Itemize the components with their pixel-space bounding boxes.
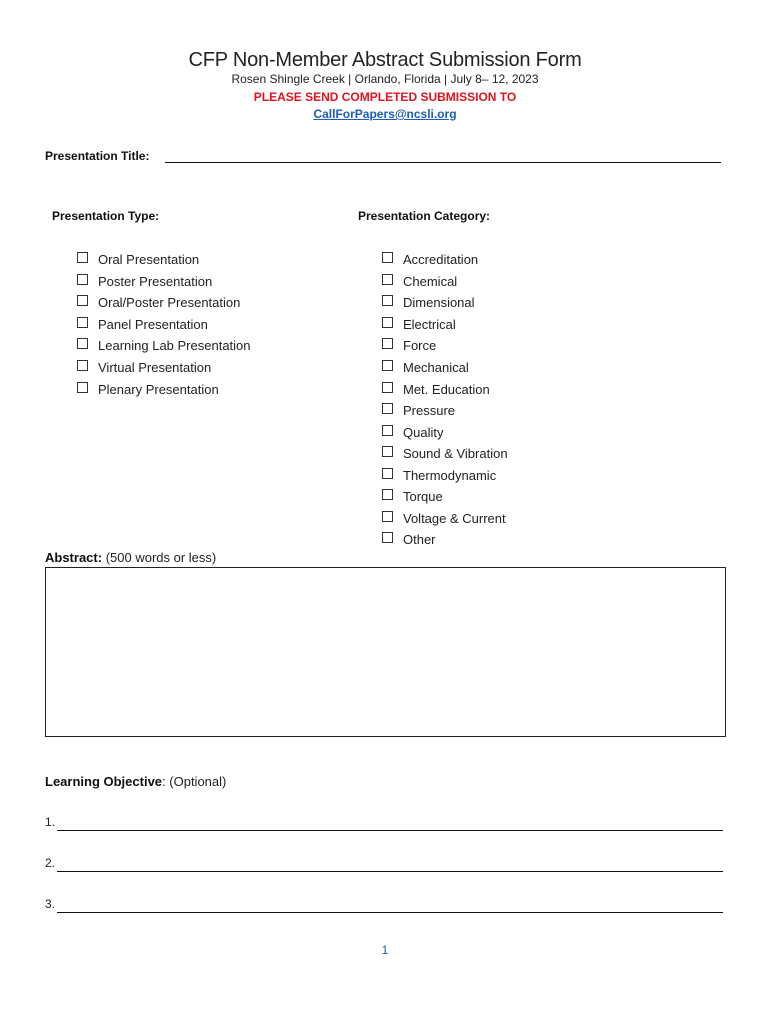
presentation-category-heading: Presentation Category: <box>358 209 491 223</box>
checkbox-label: Accreditation <box>403 252 479 268</box>
checkbox[interactable] <box>382 295 393 306</box>
form-title: CFP Non-Member Abstract Submission Form <box>188 49 582 71</box>
checkbox-option[interactable] <box>77 292 251 314</box>
objective-field[interactable] <box>57 871 723 872</box>
checkbox-label: Oral/Poster Presentation <box>98 295 241 311</box>
presentation-title-field[interactable] <box>165 162 721 163</box>
checkbox-option[interactable] <box>382 378 508 400</box>
checkbox-label: Thermodynamic <box>403 467 497 483</box>
checkbox-label: Sound & Vibration <box>403 446 508 462</box>
checkbox-label: Dimensional <box>403 295 475 311</box>
objective-field[interactable] <box>57 912 723 913</box>
checkbox[interactable] <box>77 360 88 371</box>
checkbox[interactable] <box>382 338 393 349</box>
checkbox-label: Force <box>403 338 437 354</box>
objective-number: 1. <box>45 815 56 829</box>
checkbox[interactable] <box>382 511 393 522</box>
checkbox-label: Mechanical <box>403 360 469 375</box>
checkbox-option[interactable] <box>382 508 508 530</box>
checkbox[interactable] <box>382 446 393 457</box>
checkbox[interactable] <box>382 382 393 393</box>
presentation-title-label: Presentation Title: <box>45 149 150 163</box>
checkbox-option[interactable] <box>382 400 508 422</box>
checkbox[interactable] <box>382 403 393 414</box>
checkbox-label: Learning Lab Presentation <box>98 338 251 354</box>
checkbox-label: Virtual Presentation <box>98 360 212 375</box>
checkbox[interactable] <box>77 252 88 263</box>
checkbox-label: Pressure <box>403 403 456 419</box>
objective-row <box>45 897 723 913</box>
checkbox-label: Oral Presentation <box>98 252 200 268</box>
checkbox-label: Electrical <box>403 316 456 332</box>
checkbox[interactable] <box>382 274 393 285</box>
checkbox-option[interactable] <box>77 335 251 357</box>
checkbox[interactable] <box>382 360 393 371</box>
submission-notice: PLEASE SEND COMPLETED SUBMISSION TO <box>253 90 517 104</box>
checkbox-option[interactable] <box>382 443 508 465</box>
checkbox-option[interactable] <box>77 378 251 400</box>
presentation-type-list <box>77 249 251 400</box>
objective-number: 3. <box>45 897 56 911</box>
checkbox-label: Voltage & Current <box>403 510 506 526</box>
checkbox[interactable] <box>77 274 88 285</box>
checkbox-option[interactable] <box>77 357 251 379</box>
checkbox[interactable] <box>382 252 393 263</box>
checkbox[interactable] <box>382 317 393 328</box>
presentation-type-heading: Presentation Type: <box>52 209 160 223</box>
checkbox[interactable] <box>77 338 88 349</box>
email-link[interactable]: CallForPapers@ncsli.org <box>313 107 457 121</box>
checkbox-label: Poster Presentation <box>98 273 213 289</box>
checkbox[interactable] <box>77 317 88 328</box>
event-subtitle: Rosen Shingle Creek | Orlando, Florida | July 8– 12, 2023 <box>231 72 539 86</box>
abstract-label <box>45 550 216 565</box>
checkbox-option[interactable] <box>382 335 508 357</box>
objective-row <box>45 815 723 831</box>
checkbox-option[interactable] <box>382 249 508 271</box>
checkbox-label: Met. Education <box>403 381 490 397</box>
objective-field[interactable] <box>57 830 723 831</box>
checkbox-option[interactable] <box>382 529 508 551</box>
checkbox-label: Quality <box>403 424 444 440</box>
checkbox-label: Torque <box>403 489 443 505</box>
checkbox-option[interactable] <box>77 314 251 336</box>
checkbox-option[interactable] <box>77 249 251 271</box>
checkbox-label: Plenary Presentation <box>98 381 219 397</box>
learning-objective-label <box>45 774 226 789</box>
checkbox[interactable] <box>77 382 88 393</box>
checkbox[interactable] <box>77 295 88 306</box>
checkbox-option[interactable] <box>382 357 508 379</box>
abstract-note: (500 words or less) <box>102 550 217 565</box>
checkbox-option[interactable] <box>382 486 508 508</box>
presentation-category-list <box>382 249 508 551</box>
abstract-textbox[interactable] <box>45 567 726 737</box>
page-number: 1 <box>381 943 389 957</box>
checkbox-option[interactable] <box>382 421 508 443</box>
abstract-label-text: Abstract: <box>45 550 103 565</box>
objective-number: 2. <box>45 856 56 870</box>
learning-objective-note: : (Optional) <box>162 774 227 789</box>
checkbox-option[interactable] <box>382 292 508 314</box>
objective-row <box>45 856 723 872</box>
checkbox[interactable] <box>382 468 393 479</box>
checkbox-option[interactable] <box>382 314 508 336</box>
checkbox-option[interactable] <box>77 271 251 293</box>
checkbox[interactable] <box>382 425 393 436</box>
checkbox-label: Other <box>403 532 436 548</box>
checkbox-label: Chemical <box>403 273 458 289</box>
checkbox-option[interactable] <box>382 464 508 486</box>
checkbox-option[interactable] <box>382 271 508 293</box>
checkbox[interactable] <box>382 532 393 543</box>
learning-objective-label-text: Learning Objective <box>45 774 163 789</box>
checkbox[interactable] <box>382 489 393 500</box>
checkbox-label: Panel Presentation <box>98 316 208 332</box>
